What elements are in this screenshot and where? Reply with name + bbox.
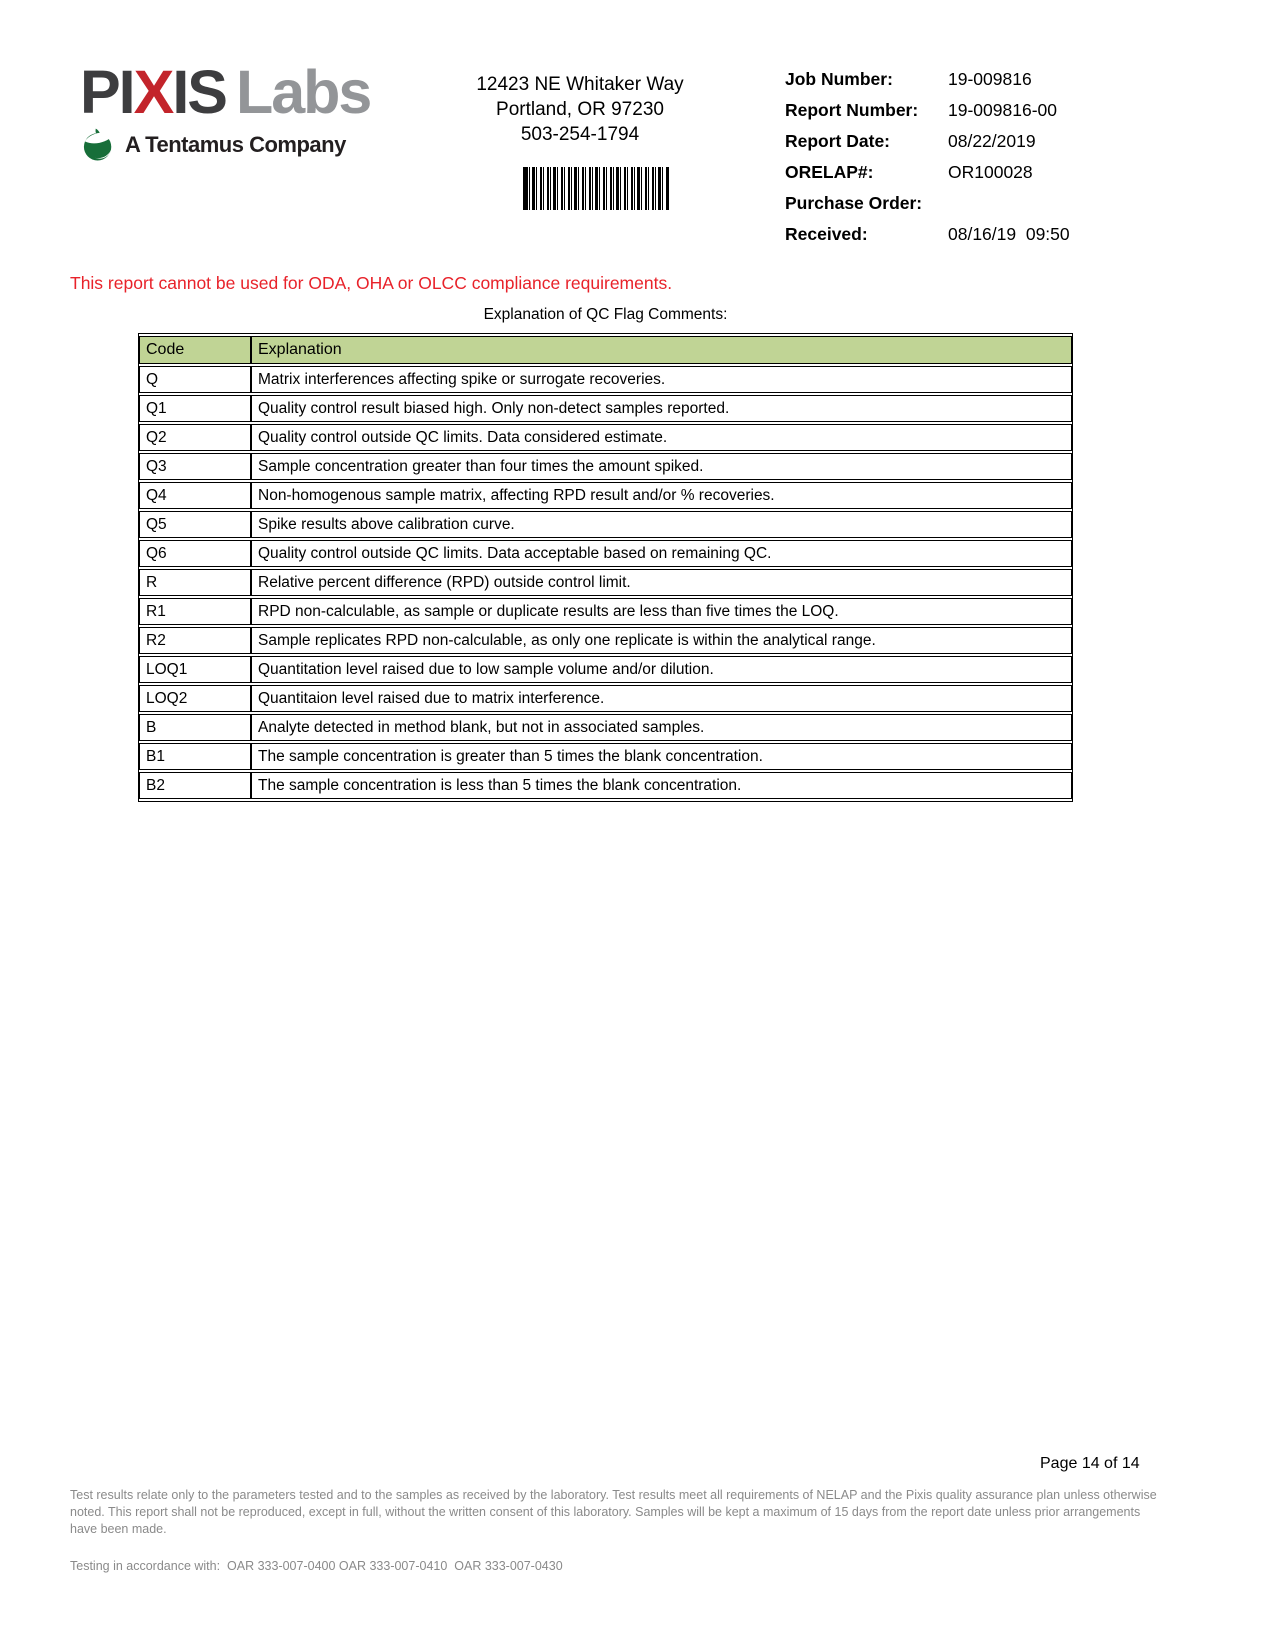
code-cell: R	[139, 569, 251, 596]
table-row	[139, 453, 1072, 480]
report-info-block	[785, 68, 1070, 254]
info-value: 08/22/2019	[948, 131, 1036, 151]
code-cell: B	[139, 714, 251, 741]
table-row	[139, 685, 1072, 712]
explanation-cell: Spike results above calibration curve.	[251, 511, 1072, 538]
explanation-cell: Quantitation level raised due to low sample volume and/or dilution.	[251, 656, 1072, 683]
logo-text-labs: Labs	[235, 58, 371, 126]
explanation-cell: Quantitaion level raised due to matrix interference.	[251, 685, 1072, 712]
footer-disclaimer: Test results relate only to the parameters tested and to the samples as received by the laboratory. Test results meet all requirements of NELAP and the Pixis quality assurance plan unless otherwise noted. This report shall not be reproduced, except in full, without the written consent of this laboratory. Samples will be kept a maximum of 15 days from the report date unless prior arrangements have been made.	[70, 1488, 1157, 1536]
info-label: Report Number:	[785, 100, 919, 120]
explanation-cell: Sample concentration greater than four times the amount spiked.	[251, 453, 1072, 480]
info-value: 19-009816	[948, 69, 1032, 89]
info-value: 08/16/19 09:50	[948, 224, 1070, 244]
code-cell: Q1	[139, 395, 251, 422]
table-header-row	[139, 336, 1072, 364]
info-value: OR100028	[948, 162, 1033, 182]
info-label: Purchase Order:	[785, 193, 923, 213]
logo-text-pi: PI	[80, 58, 134, 126]
logo-wordmark	[80, 58, 371, 126]
explanation-cell: Quality control outside QC limits. Data considered estimate.	[251, 424, 1072, 451]
explanation-cell: The sample concentration is greater than 5 times the blank concentration.	[251, 743, 1072, 770]
info-label: Report Date:	[785, 131, 891, 151]
code-cell: Q	[139, 366, 251, 393]
code-cell: Q5	[139, 511, 251, 538]
logo-tagline-label: A Tentamus Company	[125, 132, 346, 157]
code-cell: Q2	[139, 424, 251, 451]
code-cell: B1	[139, 743, 251, 770]
info-row-job-number	[785, 68, 1070, 90]
pixis-labs-logo	[80, 58, 371, 163]
explanation-cell: RPD non-calculable, as sample or duplicate results are less than five times the LOQ.	[251, 598, 1072, 625]
explanation-cell: The sample concentration is less than 5 times the blank concentration.	[251, 772, 1072, 799]
column-header-explanation: Explanation	[251, 336, 1072, 364]
table-row	[139, 395, 1072, 422]
code-cell: Q6	[139, 540, 251, 567]
explanation-cell: Relative percent difference (RPD) outside control limit.	[251, 569, 1072, 596]
info-value: 19-009816-00	[948, 100, 1057, 120]
info-row-report-number	[785, 99, 1070, 121]
compliance-warning-text: This report cannot be used for ODA, OHA or OLCC compliance requirements.	[70, 273, 673, 293]
table-row	[139, 540, 1072, 567]
explanation-cell: Matrix interferences affecting spike or surrogate recoveries.	[251, 366, 1072, 393]
qc-flag-table	[138, 333, 1073, 802]
table-row	[139, 482, 1072, 509]
table-row	[139, 569, 1072, 596]
column-header-code: Code	[139, 336, 251, 364]
address-line-city: Portland, OR 97230	[496, 99, 664, 120]
code-cell: Q4	[139, 482, 251, 509]
code-cell: Q3	[139, 453, 251, 480]
table-row	[139, 598, 1072, 625]
info-label: Job Number:	[785, 69, 893, 89]
logo-tagline	[83, 127, 370, 163]
table-row	[139, 772, 1072, 799]
explanation-cell: Quality control outside QC limits. Data acceptable based on remaining QC.	[251, 540, 1072, 567]
table-row	[139, 656, 1072, 683]
info-row-purchase-order	[785, 192, 1070, 214]
page-number: Page 14 of 14	[1040, 1455, 1140, 1472]
explanation-cell: Quality control result biased high. Only non-detect samples reported.	[251, 395, 1072, 422]
table-row	[139, 743, 1072, 770]
info-row-received	[785, 223, 1070, 245]
info-row-orelap	[785, 161, 1070, 183]
lab-address	[420, 72, 740, 147]
barcode-icon	[523, 167, 669, 210]
table-row	[139, 627, 1072, 654]
explanation-cell: Analyte detected in method blank, but not in associated samples.	[251, 714, 1072, 741]
code-cell: LOQ1	[139, 656, 251, 683]
info-row-report-date	[785, 130, 1070, 152]
info-label: ORELAP#:	[785, 162, 874, 182]
table-row	[139, 511, 1072, 538]
table-row	[139, 366, 1072, 393]
table-row	[139, 714, 1072, 741]
code-cell: LOQ2	[139, 685, 251, 712]
tentamus-leaf-globe-icon	[83, 127, 114, 163]
explanation-cell: Non-homogenous sample matrix, affecting RPD result and/or % recoveries.	[251, 482, 1072, 509]
code-cell: R1	[139, 598, 251, 625]
address-line-street: 12423 NE Whitaker Way	[476, 74, 684, 95]
code-cell: R2	[139, 627, 251, 654]
address-line-phone: 503-254-1794	[520, 124, 640, 145]
table-row	[139, 424, 1072, 451]
info-label: Received:	[785, 224, 868, 244]
logo-text-x: X	[133, 58, 173, 126]
code-cell: B2	[139, 772, 251, 799]
footer-testing-accordance: Testing in accordance with: OAR 333-007-0400 OAR 333-007-0410 OAR 333-007-0430	[70, 1559, 563, 1573]
qc-table-title: Explanation of QC Flag Comments:	[483, 306, 728, 323]
logo-text-is: IS	[172, 58, 226, 126]
explanation-cell: Sample replicates RPD non-calculable, as only one replicate is within the analytical range.	[251, 627, 1072, 654]
